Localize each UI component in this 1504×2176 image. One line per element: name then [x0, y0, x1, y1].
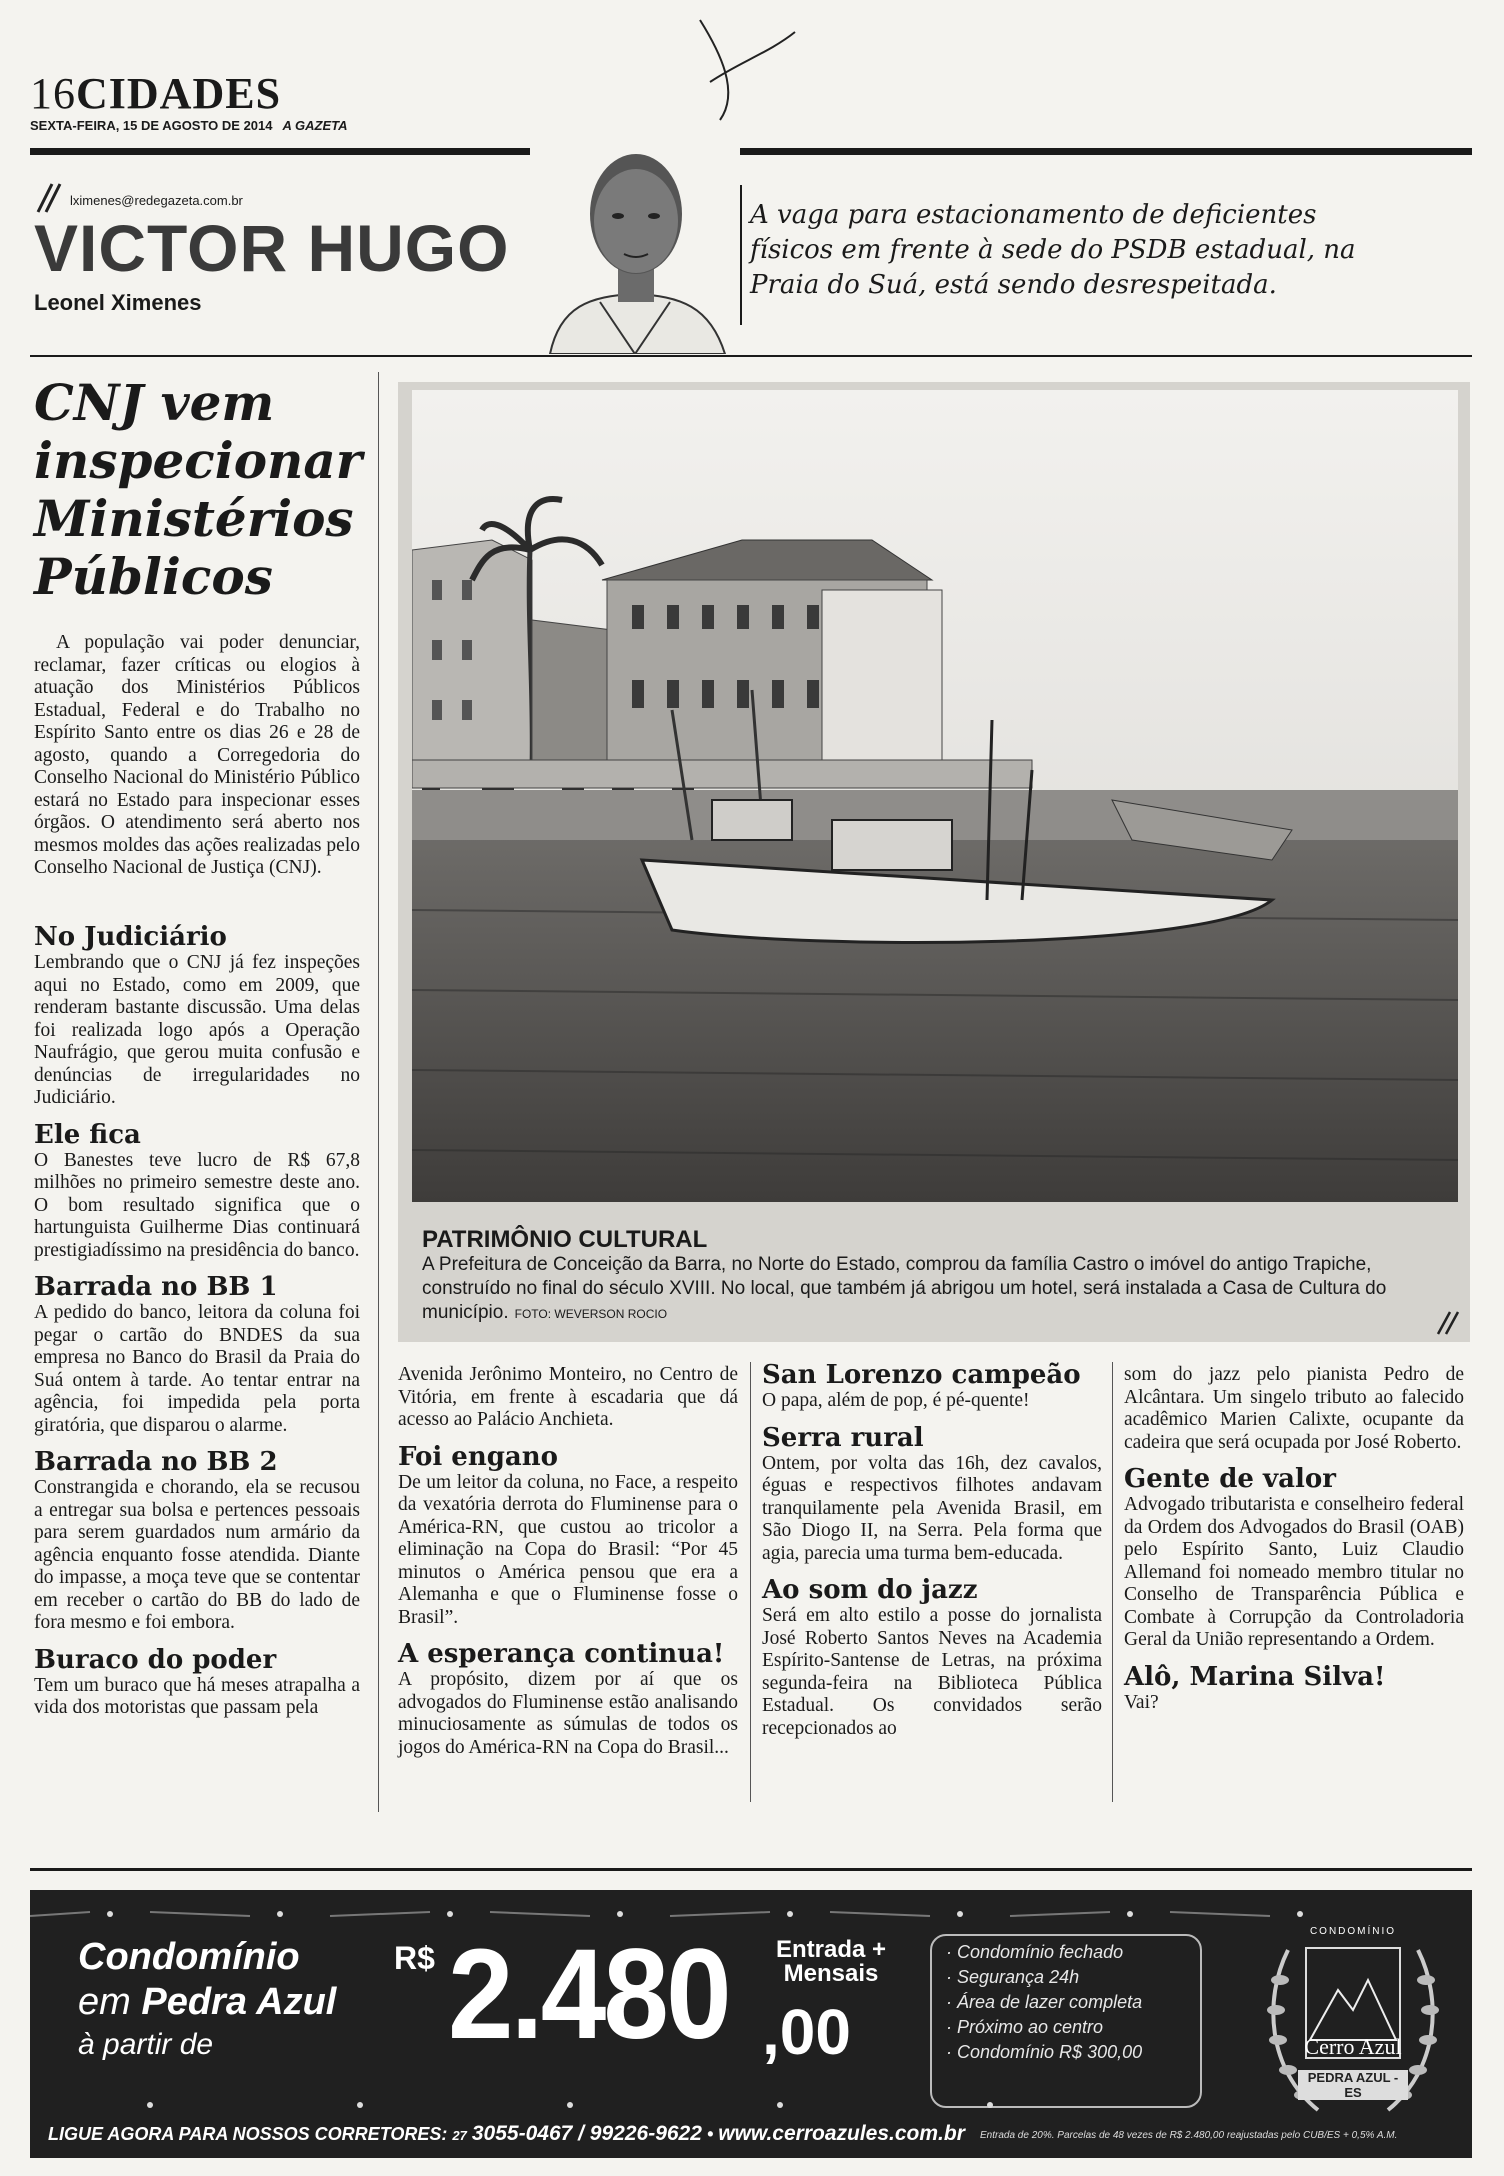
column-rule	[378, 372, 379, 1812]
ad-phone-numbers[interactable]: 3055-0467 / 99226-9622	[471, 2122, 702, 2145]
photo-credit: FOTO: WEVERSON ROCIO	[514, 1307, 668, 1321]
publication-name: A GAZETA	[282, 118, 348, 133]
ad-feature-text: Próximo ao centro	[957, 2017, 1104, 2037]
note-text: Será em alto estilo a posse do jornalista José Roberto Santos Neves na Academia Espírito-Santense de Letras, na próxima segunda-feira na Biblioteca Pública Estadual. Os convidados serão recepcionados ao	[762, 1605, 1102, 1739]
logo-bottom-text: PEDRA AZUL - ES	[1298, 2070, 1408, 2100]
columnist-email: lximenes@redegazeta.com.br	[70, 193, 243, 208]
ad-feature: · Próximo ao centro	[946, 2017, 1104, 2037]
slash-marks-icon	[34, 180, 64, 214]
ad-phone-label: LIGUE AGORA PARA NOSSOS CORRETORES:	[48, 2124, 448, 2144]
ad-area-code: 27	[452, 2128, 467, 2143]
column-rule	[750, 1362, 751, 1802]
handwritten-x-mark	[690, 12, 800, 122]
note-title: Ao som do jazz	[762, 1575, 978, 1605]
note-title: Ele fica	[34, 1119, 141, 1150]
issue-date: SEXTA-FEIRA, 15 DE AGOSTO DE 2014	[30, 118, 273, 133]
columnist-portrait	[530, 126, 740, 354]
note-text: O papa, além de pop, é pé-quente!	[762, 1390, 1030, 1411]
ad-from-label: à partir de	[78, 2028, 214, 2061]
ad-feature: · Segurança 24h	[946, 1967, 1080, 1987]
ad-feature-text: Condomínio fechado	[957, 1942, 1124, 1962]
note-text: A propósito, dizem por aí que os advogados do Fluminense estão analisando minuciosamente as súmulas de todos os jogos do América-RN na Copa do Brasil...	[398, 1669, 738, 1758]
logo-name: Cerro Azul	[1304, 2034, 1402, 2059]
header-divider	[740, 185, 742, 325]
issue-date-line	[30, 118, 348, 133]
sparkle-row-decoration	[30, 2095, 1472, 2115]
note-title: Serra rural	[762, 1422, 924, 1453]
section-title: CIDADES	[76, 69, 282, 118]
notes-column-2	[398, 1364, 738, 1759]
notes-column-3	[762, 1360, 1102, 1740]
note-text: A pedido do banco, leitora da coluna foi pegar o cartão do BNDES da sua empresa no Banco do Brasil da Praia do Suá ontem à tarde. Ao tentar entrar na agência, foi impedida pela porta giratória, que disparou o alarme.	[34, 1302, 360, 1436]
ad-top-rule	[30, 1868, 1472, 1871]
ad-price: 2.480	[448, 1923, 729, 2066]
note-text: O Banestes teve lucro de R$ 67,8 milhões no primeiro semestre deste ano. O bom resultado significa que o hartunguista Guilherme Dias continuará prestigiadíssimo na presidência do banco.	[34, 1149, 360, 1261]
column-header-rule	[30, 355, 1472, 357]
advertisement-banner[interactable]	[30, 1890, 1472, 2158]
photo-caption-text: A Prefeitura de Conceição da Barra, no Norte do Estado, comprou da família Castro o imóvel do antigo Trapiche, construído no final do século XVIII. No local, que também já abrigou um hotel, será instalada a Casa de Cultura do município.	[422, 1254, 1387, 1323]
note-text: Advogado tributarista e conselheiro federal da Ordem dos Advogados do Brasil (OAB) pelo Espírito Santo, Luiz Claudio Allemand foi nomeado membro titular no Conselho de Transparência Pública e Combate à Corrupção da Controladoria Geral da União representando a Ordem.	[1124, 1494, 1464, 1650]
page-header	[30, 68, 281, 119]
ad-feature: · Área de lazer completa	[946, 1992, 1143, 2012]
column-pull-quote: A vaga para estacionamento de deficientes físicos em frente à sede do PSDB estadual, na Praia do Suá, está sendo desrespeitada.	[750, 200, 1356, 300]
column-title: VICTOR HUGO	[34, 211, 510, 285]
notes-column-1	[34, 922, 360, 1720]
logo-top-text: CONDOMÍNIO	[1309, 1926, 1397, 1937]
note-text: De um leitor da coluna, no Face, a respeito da vexatória derrota do Fluminense para o América-RN, que custou ao tricolor a eliminação na Copa do Brasil: “Por 45 minutos o América pensou que era a Alemanha e que o Fluminense fosse o Brasil”.	[398, 1471, 738, 1628]
note-continuation: Avenida Jerônimo Monteiro, no Centro de Vitória, em frente à escadaria que dá acesso ao Palácio Anchieta.	[398, 1364, 738, 1430]
note-text: Vai?	[1124, 1691, 1159, 1713]
sparkle-row-decoration	[30, 1904, 1472, 1924]
note-title: A esperança continua!	[398, 1639, 725, 1669]
note-text: Lembrando que o CNJ já fez inspeções aqui no Estado, como em 2009, que renderam bastante discussão. Uma delas foi realizada logo após a Operação Naufrágio, que gerou muita confusão e denúncias de irregularidades no Judiciário.	[34, 952, 360, 1108]
note-text: Tem um buraco que há meses atrapalha a vida dos motoristas que passam pela	[34, 1674, 360, 1718]
note-title: Barrada no BB 1	[34, 1272, 278, 1302]
lead-body: A população vai poder denunciar, reclamar, fazer críticas ou elogios à atuação dos Ministérios Públicos Estadual, Federal e do Trabalho no Espírito Santo entre os dias 26 e 28 de agosto, quando a Corregedoria do Conselho Nacional do Ministério Público estará no Estado para inspecionar esses órgãos. O atendimento será aberto nos mesmos moldes das ações realizadas pelo Conselho Nacional de Justiça (CNJ).	[34, 632, 360, 878]
photo-caption-title: PATRIMÔNIO CULTURAL	[422, 1226, 708, 1253]
column-rule	[1112, 1362, 1113, 1802]
lead-headline: CNJ vem inspecionar Ministérios Públicos	[34, 373, 363, 606]
photo-caption	[422, 1253, 1452, 1326]
ad-contact-line: LIGUE AGORA PARA NOSSOS CORRETORES: 27 3055-0467 / 99226-9622 • www.cerroazules.com.br	[48, 2122, 965, 2145]
ad-features-list	[946, 1940, 1142, 2065]
ad-subtitle	[78, 1980, 336, 2024]
note-text: Ontem, por volta das 16h, dez cavalos, éguas e respectivos filhotes andavam tranquilamente pela Avenida Brasil, em São Diogo II, na Serra. Pela forma que agia, parecia uma turma bem-educada.	[762, 1452, 1102, 1564]
ad-subtitle-prefix: em	[78, 1981, 131, 2023]
ad-price-cents: ,00	[762, 1996, 851, 2068]
note-title: Foi engano	[398, 1441, 559, 1472]
page-number: 16	[30, 69, 76, 118]
trapiche-photo	[412, 390, 1458, 1202]
slash-marks-icon	[1434, 1310, 1464, 1336]
ad-feature-text: Condomínio R$ 300,00	[957, 2042, 1143, 2062]
ad-fine-print: Entrada de 20%. Parcelas de 48 vezes de R$ 2.480,00 reajustadas pelo CUB/ES + 0,5% A.M.	[980, 2130, 1398, 2141]
ad-title: Condomínio	[78, 1936, 300, 1978]
ad-website-link[interactable]: www.cerroazules.com.br	[718, 2122, 965, 2145]
ad-feature-text: Área de lazer completa	[957, 1992, 1143, 2012]
note-title: No Judiciário	[34, 922, 227, 952]
ad-feature: · Condomínio R$ 300,00	[946, 2042, 1143, 2062]
ad-currency: R$	[394, 1940, 435, 1976]
note-text: Constrangida e chorando, ela se recusou a entregar sua bolsa e pertences pessoais para serem guardados num armário da agência enquanto fosse atendida. Diante do impasse, a moça teve que se contentar em receber o cartão do BB do lado de fora mesmo e foi embora.	[34, 1477, 360, 1633]
note-title: San Lorenzo campeão	[762, 1360, 1081, 1390]
columnist-name: Leonel Ximenes	[34, 290, 202, 315]
ad-entry-line: Mensais	[783, 1960, 879, 1987]
header-rule	[30, 148, 1472, 155]
ad-feature-text: Segurança 24h	[957, 1967, 1080, 1987]
note-title: Buraco do poder	[34, 1644, 277, 1675]
ad-subtitle-place: Pedra Azul	[141, 1981, 337, 2023]
ad-feature: · Condomínio fechado	[946, 1942, 1124, 1962]
ad-entry-line: Entrada +	[776, 1936, 887, 1963]
note-continuation: som do jazz pelo pianista Pedro de Alcântara. Um singelo tributo ao falecido acadêmico Marien Calixte, ocupante da cadeira que será ocupada por José Roberto.	[1124, 1364, 1464, 1453]
notes-column-4	[1124, 1364, 1464, 1714]
note-title: Gente de valor	[1124, 1464, 1336, 1494]
note-title: Barrada no BB 2	[34, 1447, 278, 1477]
ad-entry-label	[776, 1938, 886, 1986]
note-title: Alô, Marina Silva!	[1124, 1661, 1386, 1692]
